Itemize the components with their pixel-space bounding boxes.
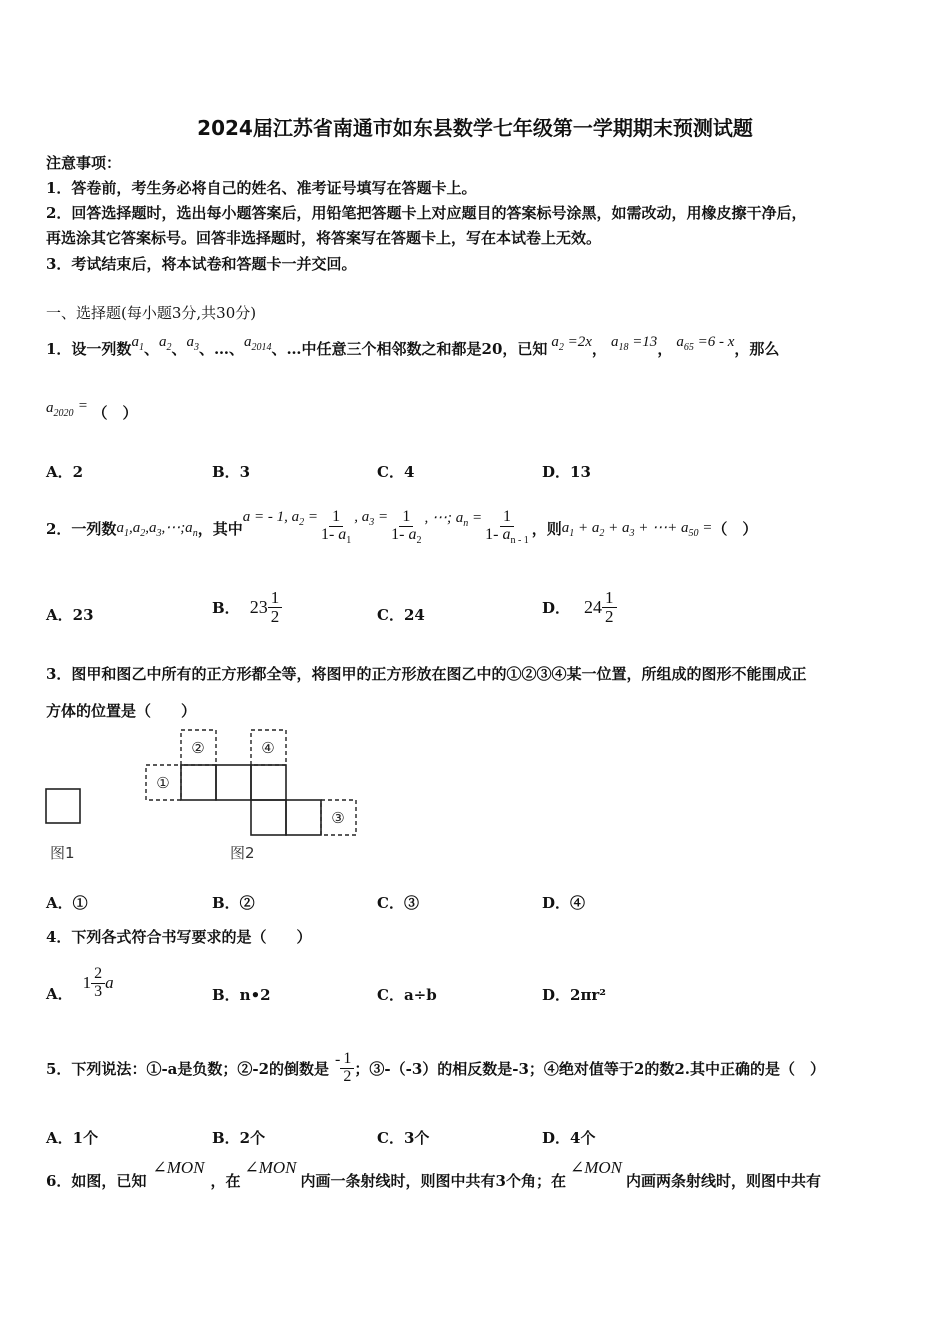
q2-frac-3: $\frac{1}{1- a_2}$ xyxy=(391,508,422,547)
q1-equals: = xyxy=(78,398,88,414)
q6-text-4: 内画两条射线时，则图中共有 xyxy=(626,1171,822,1190)
fig2-label: 图2 xyxy=(230,844,255,862)
q4-option-a-var: a xyxy=(105,973,114,992)
section-heading: 一、选择题(每小题3分,共30分) xyxy=(46,304,257,322)
question-3-line-2: 方体的位置是（ ） xyxy=(46,702,197,720)
q1-cond-2-value: =13 xyxy=(632,334,658,350)
q1-option-b: B．3 xyxy=(212,463,251,481)
q1-cond-3: $a_{65} =6 - x$ xyxy=(676,334,735,353)
q2-def-a1: a = - 1, $a_2$ = xyxy=(242,508,318,528)
q6-angle-3: ∠MON xyxy=(569,1158,623,1177)
q3-figures xyxy=(40,724,370,869)
q1-a2: $a_2$ xyxy=(158,334,172,353)
q2-option-b-label: B． xyxy=(212,598,240,617)
fig2-mark-1: ① xyxy=(156,774,170,792)
q1-text-1: 1．设一列数 xyxy=(46,340,132,358)
notice-item-3: 3．考试结束后，将本试卷和答题卡一并交回。 xyxy=(46,255,357,273)
q2-option-b-whole: 23 xyxy=(249,596,268,617)
question-6-stem xyxy=(46,1160,821,1200)
question-1-stem xyxy=(46,332,779,373)
q2-option-b xyxy=(212,582,282,632)
question-2-stem xyxy=(46,500,757,556)
q1-cond-2: $a_{18} =13$ xyxy=(610,334,658,353)
q5-option-c: C．3个 xyxy=(377,1129,430,1147)
q5-frac: $\frac{1}{2}$ xyxy=(340,1051,354,1086)
q1-text-2: 、…中任意三个相邻数之和都是20，已知 xyxy=(271,340,548,358)
q2-frac-n: $\frac{1}{1- a_{n - 1}}$ xyxy=(485,508,529,547)
q1-cond-1: $a_2 =2x$ xyxy=(551,334,592,353)
q2-option-d-frac: $\frac{1}{2}$ xyxy=(602,589,617,626)
q1-cond-1-value: =2x xyxy=(567,334,592,350)
q1-text-end: ，那么 xyxy=(734,340,780,358)
q5-option-a: A．1个 xyxy=(46,1129,99,1147)
q3-option-d: D．④ xyxy=(542,894,586,912)
q2-seq: $a_1,a_2,a_3,\cdots;a_n$ xyxy=(116,519,198,539)
q1-dots: 、…、 xyxy=(198,340,244,358)
q6-text-1: 6．如图，已知 xyxy=(46,1171,147,1190)
q4-option-a-label: A． xyxy=(46,984,73,1003)
q4-option-a-frac: $\frac{2}{3}$ xyxy=(91,966,105,1001)
question-3-line-1: 3．图甲和图乙中所有的正方形都全等，将图甲的正方形放在图乙中的①②③④某一位置，所组成的图形不能围成正 xyxy=(46,665,807,683)
q2-option-c: C．24 xyxy=(377,606,425,624)
fig2-mark-4: ④ xyxy=(261,739,275,757)
q2-def-a3: , $a_3$ = xyxy=(354,508,389,528)
q1-a2014: $a_{2014}$ xyxy=(244,334,272,353)
q3-option-a: A．① xyxy=(46,894,88,912)
q5-neg: - xyxy=(335,1051,341,1068)
q6-angle-1: ∠MON xyxy=(152,1158,205,1177)
notice-item-2a: 2．回答选择题时，选出每小题答案后，用铅笔把答题卡上对应题目的答案标号涂黑，如需改动，用橡皮擦干净后， xyxy=(46,204,807,222)
q1-cond-3-value: =6 - x xyxy=(697,334,735,350)
q1-option-d: D．13 xyxy=(542,463,591,481)
question-4-stem: 4．下列各式符合书写要求的是（ ） xyxy=(46,928,312,946)
q5-text-2: ；③-（-3）的相反数是-3；④绝对值等于2的数2.其中正确的是（ ） xyxy=(354,1059,826,1078)
q2-def-an: , ⋯; $a_n$ = xyxy=(424,509,483,529)
q2-option-d-label: D． xyxy=(542,598,571,617)
question-1-ask xyxy=(46,398,138,425)
q1-a1: $a_1$ xyxy=(131,334,144,353)
q4-option-c: C．a÷b xyxy=(377,986,437,1004)
q2-text-1: 2．一列数 xyxy=(46,519,117,538)
q5-option-d: D．4个 xyxy=(542,1129,596,1147)
q4-option-b: B．n•2 xyxy=(212,986,271,1004)
q1-a2020: $a_{2020}$ xyxy=(46,400,74,419)
fig1-label: 图1 xyxy=(50,844,75,862)
fig2-net xyxy=(181,765,321,835)
q5-text-1: 5．下列说法：①-a是负数；②-2的倒数是 xyxy=(46,1059,330,1078)
q2-option-d xyxy=(542,582,617,632)
q1-option-c: C．4 xyxy=(377,463,415,481)
notice-item-1: 1．答卷前，考生务必将自己的姓名、准考证号填写在答题卡上。 xyxy=(46,179,477,197)
q3-option-c: C．③ xyxy=(377,894,419,912)
q4-option-a-whole: 1 xyxy=(82,973,92,992)
q2-frac-2: $\frac{1}{1- a_1}$ xyxy=(320,508,352,547)
q2-option-a: A．23 xyxy=(46,606,94,624)
q1-paren: （ ） xyxy=(92,404,138,422)
q1-sep-2: 、 xyxy=(171,340,187,358)
q6-text-3: 内画一条射线时，则图中共有3个角；在 xyxy=(300,1171,566,1190)
q2-sum: $a_1 + a_2 + a_3$ + ⋯+ $a_{50}$ = xyxy=(561,519,713,539)
q1-a3: $a_3$ xyxy=(186,334,199,353)
q1-option-a: A．2 xyxy=(46,463,84,481)
q3-option-b: B．② xyxy=(212,894,255,912)
q2-text-3: ，则 xyxy=(531,519,562,538)
q4-option-a xyxy=(46,958,114,1008)
q1-comma-1: ， xyxy=(591,340,607,358)
q6-angle-2: ∠MON xyxy=(244,1158,297,1177)
q2-paren: （ ） xyxy=(712,519,758,538)
fig2-mark-2: ② xyxy=(191,739,205,757)
fig2-mark-3: ③ xyxy=(331,809,345,827)
q1-comma-2: ， xyxy=(657,340,673,358)
fig1-square xyxy=(46,789,80,823)
q4-option-d: D．2πr² xyxy=(542,986,606,1004)
q2-text-2: ，其中 xyxy=(197,519,243,538)
notice-item-2b: 再选涂其它答案标号。回答非选择题时，将答案写在答题卡上，写在本试卷上无效。 xyxy=(46,229,602,247)
q2-option-b-frac: $\frac{1}{2}$ xyxy=(268,589,283,626)
question-5-stem xyxy=(46,1042,825,1094)
q6-text-2: ，在 xyxy=(210,1171,241,1190)
q2-option-d-whole: 24 xyxy=(584,596,603,617)
notice-heading: 注意事项： xyxy=(46,154,122,172)
page-title: 2024届江苏省南通市如东县数学七年级第一学期期末预测试题 xyxy=(197,116,753,140)
q5-option-b: B．2个 xyxy=(212,1129,266,1147)
q1-sep-1: 、 xyxy=(143,340,159,358)
